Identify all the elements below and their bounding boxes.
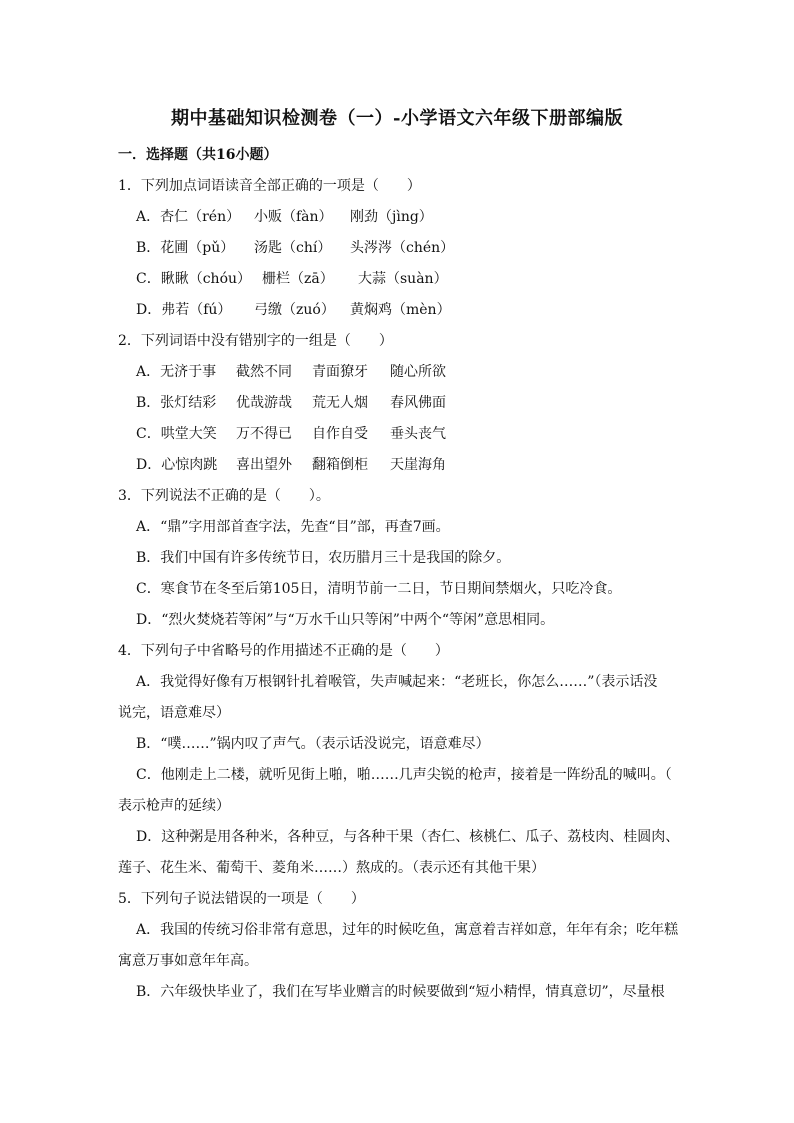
option-word: 汤匙（chí） — [254, 240, 332, 256]
option-word: 大蒜（suàn） — [358, 271, 448, 287]
question-1-option-c[interactable] — [118, 264, 678, 295]
option-word: B．张灯结彩 — [136, 395, 217, 411]
question-4-option-c[interactable]: C．他刚走上二楼，就听见街上啪，啪……几声尖锐的枪声，接着是一阵纷乱的喊叫。（ — [136, 767, 672, 783]
option-word: 头涔涔（chén） — [350, 240, 455, 256]
option-word: C．瞅瞅（chóu） — [136, 271, 252, 287]
option-word: 刚劲（jìng） — [350, 209, 433, 225]
option-word: 随心所欲 — [390, 364, 446, 380]
question-1-option-d[interactable] — [118, 295, 678, 326]
question-3-option-d[interactable]: D．“烈火焚烧若等闲”与“万水千山只等闲”中两个“等闲”意思相同。 — [136, 612, 555, 628]
option-word: 截然不同 — [236, 364, 292, 380]
option-word: C．哄堂大笑 — [136, 426, 217, 442]
option-word: A．无济于事 — [136, 364, 217, 380]
option-word: 春风佛面 — [390, 395, 446, 411]
question-2-option-d[interactable] — [118, 450, 678, 481]
option-word: 栅栏（zā） — [262, 271, 334, 287]
option-word: 优哉游哉 — [236, 395, 292, 411]
option-word: 垂头丧气 — [390, 426, 446, 442]
option-word: 喜出望外 — [236, 457, 292, 473]
question-4-option-d-continued: 莲子、花生米、葡萄干、菱角米……）熬成的。（表示还有其他干果） — [118, 860, 545, 876]
question-list — [118, 171, 678, 1008]
question-4-option-a[interactable]: A．我觉得好像有万根钢针扎着喉管，失声喊起来：“老班长，你怎么……”（表示话没 — [136, 674, 658, 690]
question-3-stem: 3．下列说法不正确的是（ ）。 — [118, 488, 330, 504]
option-word: 天崖海角 — [390, 457, 446, 473]
question-3-option-c[interactable]: C．寒食节在冬至后第105日，清明节前一二日，节日期间禁烟火，只吃冷食。 — [136, 581, 622, 597]
question-5-stem: 5．下列句子说法错误的一项是（ ） — [118, 891, 365, 907]
option-word: 万不得已 — [236, 426, 292, 442]
option-word: 翻箱倒柜 — [312, 457, 368, 473]
question-1-stem: 1．下列加点词语读音全部正确的一项是（ ） — [118, 178, 421, 194]
question-4-stem: 4．下列句子中省略号的作用描述不正确的是（ ） — [118, 643, 449, 659]
option-word: B．花圃（pǔ） — [136, 240, 235, 256]
option-word: D．弗若（fú） — [136, 302, 232, 318]
option-word: 弓缴（zuó） — [254, 302, 335, 318]
section-heading: 一．选择题（共16小题） — [118, 147, 278, 163]
question-1-option-b[interactable] — [118, 233, 678, 264]
question-4-option-d[interactable]: D．这种粥是用各种米，各种豆，与各种干果（杏仁、核桃仁、瓜子、荔枝肉、桂圆肉、 — [136, 829, 680, 845]
option-word: 青面獠牙 — [312, 364, 368, 380]
question-2-stem: 2．下列词语中没有错别字的一组是（ ） — [118, 333, 393, 349]
question-5-option-b[interactable]: B．六年级快毕业了，我们在写毕业赠言的时候要做到“短小精悍，情真意切”，尽量根 — [136, 984, 665, 1000]
question-3-option-a[interactable]: A．“鼎”字用部首查字法，先查“目”部，再查7画。 — [136, 519, 450, 535]
question-2-option-b[interactable] — [118, 388, 678, 419]
option-word: D．心惊肉跳 — [136, 457, 218, 473]
option-word: 自作自受 — [312, 426, 368, 442]
page-title: 期中基础知识检测卷（一）-小学语文六年级下册部编版 — [171, 108, 623, 129]
question-2-option-a[interactable] — [118, 357, 678, 388]
option-word: A．杏仁（rén） — [136, 209, 241, 225]
option-word: 荒无人烟 — [312, 395, 368, 411]
question-4-option-c-continued: 表示枪声的延续） — [118, 798, 230, 814]
question-5-option-a-continued: 寓意万事如意年年高。 — [118, 953, 258, 969]
question-4-option-a-continued: 说完，语意难尽） — [118, 705, 230, 721]
question-1-option-a[interactable] — [118, 202, 678, 233]
option-word: 小贩（fàn） — [254, 209, 333, 225]
question-5-option-a[interactable]: A．我国的传统习俗非常有意思，过年的时候吃鱼，寓意着吉祥如意，年年有余；吃年糕 — [136, 922, 679, 938]
question-3-option-b[interactable]: B．我们中国有许多传统节日，农历腊月三十是我国的除夕。 — [136, 550, 511, 566]
option-word: 黄焖鸡（mèn） — [350, 302, 451, 318]
question-2-option-c[interactable] — [118, 419, 678, 450]
question-4-option-b[interactable]: B．“噗……”锅内叹了声气。（表示话没说完，语意难尽） — [136, 736, 490, 752]
